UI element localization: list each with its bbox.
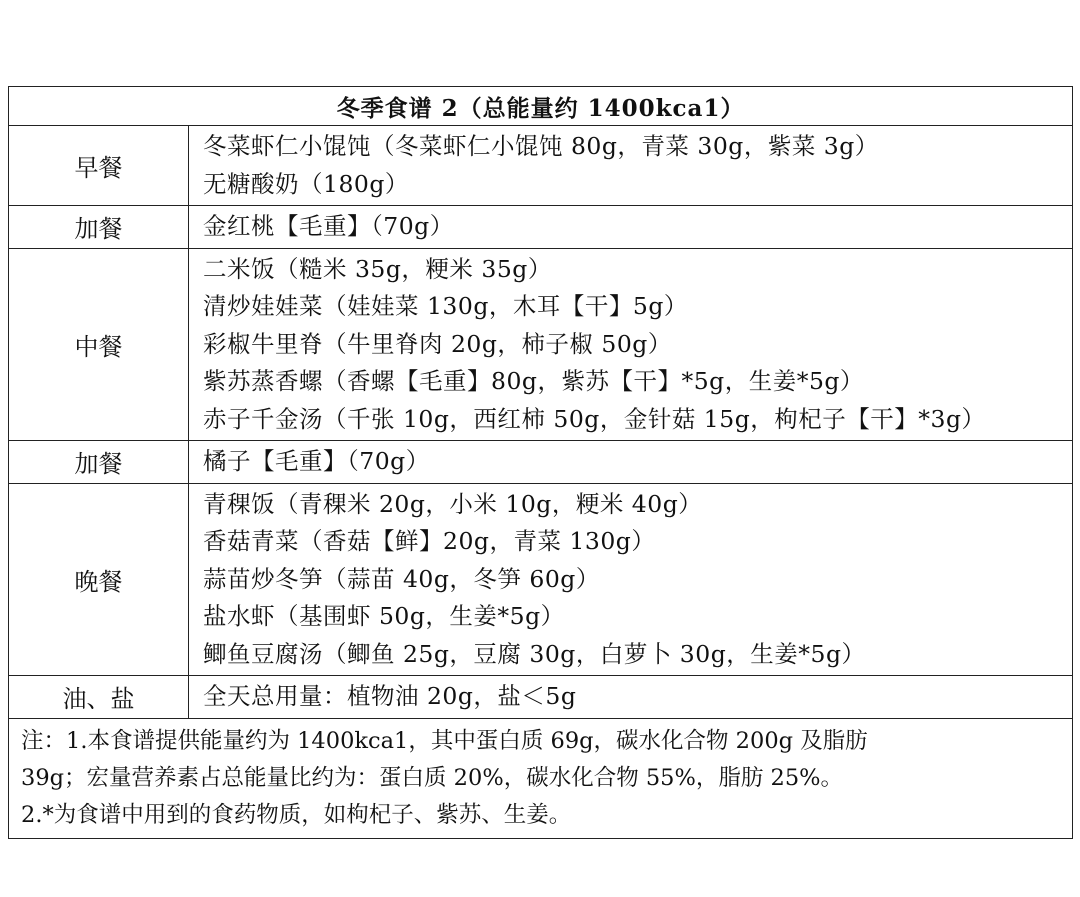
meal-row-afternoon-snack <box>9 441 1073 484</box>
notes <box>9 718 1073 838</box>
notes-row <box>9 718 1073 838</box>
meal-row-oil-salt <box>9 676 1073 719</box>
menu-item: 彩椒牛里脊（牛里脊肉 20g，柿子椒 50g） <box>203 329 672 358</box>
menu-item: 鲫鱼豆腐汤（鲫鱼 25g，豆腐 30g，白萝卜 30g，生姜*5g） <box>203 639 866 668</box>
meal-items <box>189 206 1073 249</box>
meal-items <box>189 248 1073 441</box>
meal-row-breakfast <box>9 126 1073 206</box>
note-line: 2.*为食谱中用到的食药物质，如枸杞子、紫苏、生姜。 <box>21 801 572 828</box>
menu-item: 清炒娃娃菜（娃娃菜 130g，木耳【干】5g） <box>203 292 688 320</box>
table-title: 冬季食谱 2（总能量约 1400kca1） <box>9 87 1073 126</box>
meal-items <box>189 676 1073 719</box>
recipe-table <box>8 86 1073 839</box>
meal-items <box>189 483 1073 676</box>
meal-row-lunch <box>9 248 1073 441</box>
menu-item: 蒜苗炒冬笋（蒜苗 40g，冬笋 60g） <box>203 564 600 593</box>
meal-name: 油、盐 <box>9 676 189 719</box>
menu-item: 香菇青菜（香菇【鲜】20g，青菜 130g） <box>203 527 656 555</box>
menu-item: 橘子【毛重】（70g） <box>203 447 430 475</box>
menu-item: 二米饭（糙米 35g，粳米 35g） <box>203 254 552 283</box>
meal-name: 晚餐 <box>9 483 189 676</box>
title-row <box>9 87 1073 126</box>
meal-name: 中餐 <box>9 248 189 441</box>
menu-item: 赤子千金汤（千张 10g，西红柿 50g，金针菇 15g，枸杞子【干】*3g） <box>203 404 986 433</box>
menu-item: 冬菜虾仁小馄饨（冬菜虾仁小馄饨 80g，青菜 30g，紫菜 3g） <box>203 132 879 160</box>
note-line: 注：1.本食谱提供能量约为 1400kca1，其中蛋白质 69g，碳水化合物 200g 及脂肪 <box>21 727 868 754</box>
menu-item: 无糖酸奶（180g） <box>203 169 409 198</box>
menu-item: 全天总用量：植物油 20g，盐＜5g <box>203 682 577 710</box>
menu-item: 盐水虾（基围虾 50g，生姜*5g） <box>203 602 565 630</box>
menu-item: 青稞饭（青稞米 20g，小米 10g，粳米 40g） <box>203 489 703 518</box>
meal-row-dinner <box>9 483 1073 676</box>
menu-item: 紫苏蒸香螺（香螺【毛重】80g，紫苏【干】*5g，生姜*5g） <box>203 367 864 395</box>
menu-item: 金红桃【毛重】（70g） <box>203 212 454 240</box>
meal-items <box>189 126 1073 206</box>
meal-name: 加餐 <box>9 206 189 249</box>
note-line: 39g；宏量营养素占总能量比约为：蛋白质 20%，碳水化合物 55%，脂肪 25%。 <box>21 764 844 791</box>
meal-name: 早餐 <box>9 126 189 206</box>
meal-items <box>189 441 1073 484</box>
meal-row-morning-snack <box>9 206 1073 249</box>
meal-name: 加餐 <box>9 441 189 484</box>
